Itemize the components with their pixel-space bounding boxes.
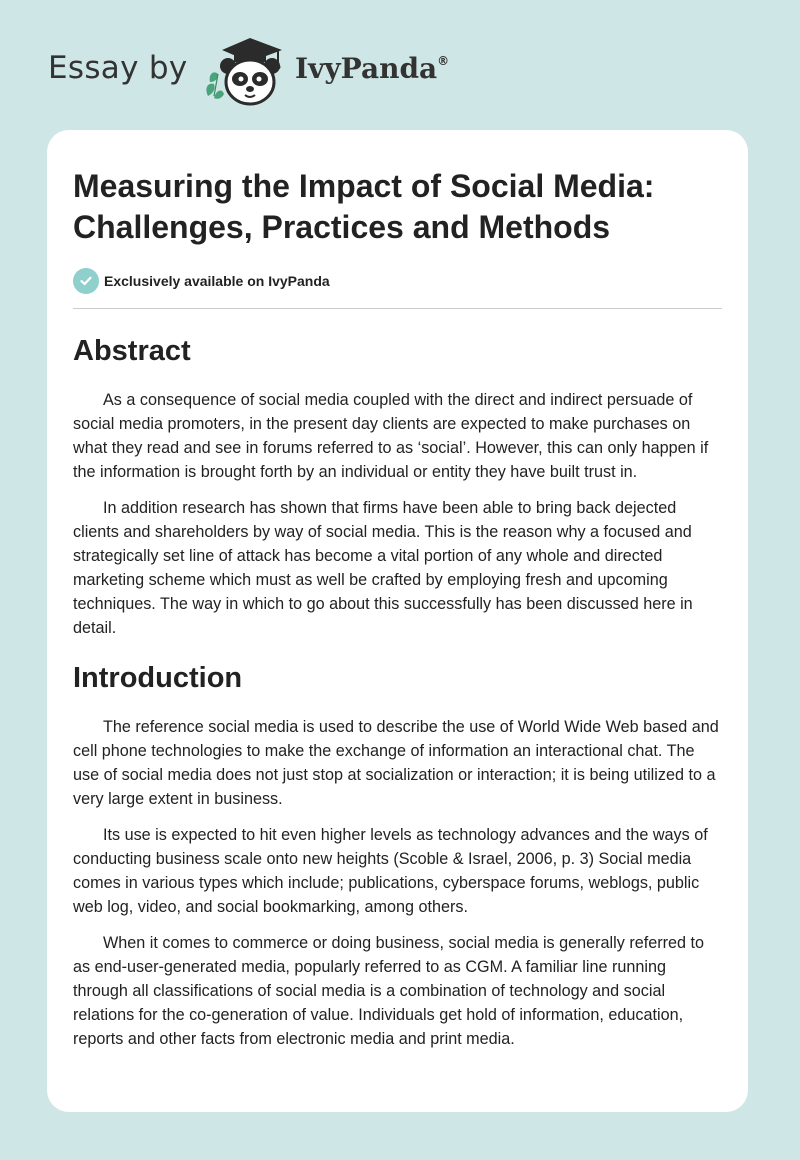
paragraph: In addition research has shown that firms have been able to bring back dejected clients and shareholders by way of social media. This is the reason why a focused and strategically set line of attack has become a vital portion of any whole and directed marketing scheme which must as well be crafted by employing fresh and upcoming techniques. The way in which to go about this successfully has been discussed here in detail. bbox=[73, 499, 693, 637]
site-header bbox=[0, 0, 800, 130]
brand-name[interactable]: IvyPanda® bbox=[295, 52, 450, 85]
paragraph: The reference social media is used to describe the use of World Wide Web based and cell phone technologies to make the exchange of information an interactional chat. The use of social media does not just stop at socialization or interaction; it is being utilized to a very large extent in business. bbox=[73, 718, 719, 808]
paragraph: Its use is expected to hit even higher levels as technology advances and the ways of conducting business scale onto new heights (Scoble & Israel, 2006, p. 3) Social media comes in various types which include; publications, cyberspace forums, weblogs, public web log, video, and social bookmarking, among others. bbox=[73, 826, 708, 916]
panda-graduate-icon[interactable] bbox=[202, 34, 294, 108]
brand-prefix: Essay by bbox=[48, 50, 188, 86]
section-heading-introduction: Introduction bbox=[73, 662, 243, 694]
check-circle-icon bbox=[73, 268, 99, 294]
divider bbox=[73, 308, 722, 309]
essay-card bbox=[47, 130, 748, 1112]
exclusive-badge bbox=[73, 267, 722, 295]
essay-title: Measuring the Impact of Social Media: Challenges, Practices and Methods bbox=[73, 168, 655, 245]
section-heading-abstract: Abstract bbox=[73, 335, 191, 367]
exclusive-label: Exclusively available on IvyPanda bbox=[104, 273, 330, 289]
paragraph: As a consequence of social media coupled with the direct and indirect persuade of social media promoters, in the present day clients are expected to make purchases on what they read and see in forums referred to as ‘social’. However, this can only happen if the information is brought forth by an individual or entity they have built trust in. bbox=[73, 391, 709, 481]
paragraph: When it comes to commerce or doing business, social media is generally referred to as end-user-generated media, popularly referred to as CGM. A familiar line running through all classifications of social media is a combination of technology and social relations for the co-generation of value. Individuals get hold of information, education, reports and other facts from electronic media and print media. bbox=[73, 934, 705, 1048]
